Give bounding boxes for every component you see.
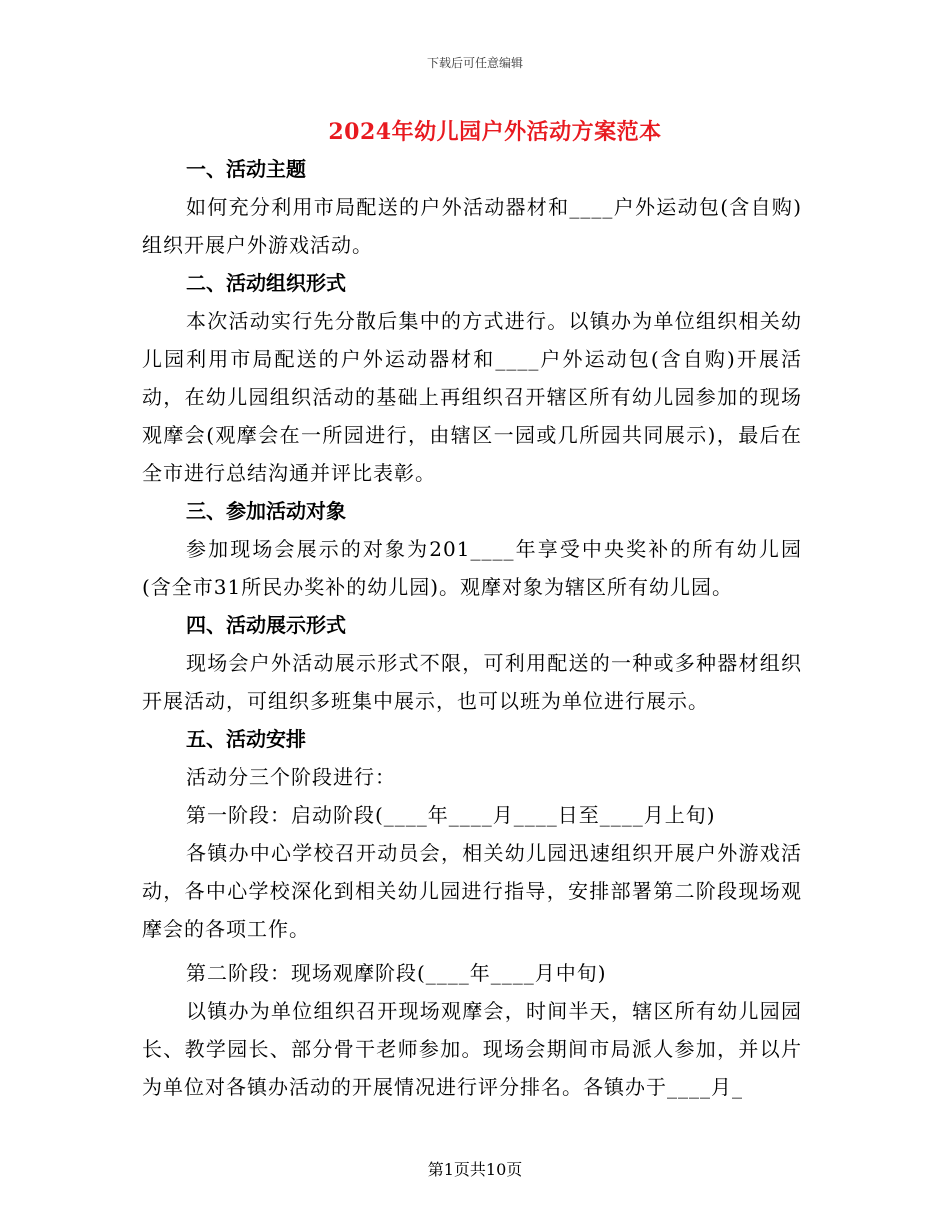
document-body <box>142 150 802 1106</box>
document-title: 2024年幼儿园户外活动方案范本 <box>328 119 662 145</box>
section-heading: 三、参加活动对象 <box>186 499 346 523</box>
section-2 <box>142 264 802 492</box>
section-5 <box>142 720 802 1106</box>
paragraph: 如何充分利用市局配送的户外活动器材和____户外运动包(含自购)组织开展户外游戏活动。 <box>142 195 802 257</box>
paragraph: 第二阶段：现场观摩阶段(____年____月中旬) <box>186 961 607 985</box>
paragraph: 各镇办中心学校召开动员会，相关幼儿园迅速组织开展户外游戏活动，各中心学校深化到相关幼儿园进行指导，安排部署第二阶段现场观摩会的各项工作。 <box>142 841 802 941</box>
paragraph: 第一阶段：启动阶段(____年____月____日至____月上旬) <box>186 803 716 827</box>
header-note: 下载后可任意编辑 <box>426 56 523 70</box>
paragraph: 本次活动实行先分散后集中的方式进行。以镇办为单位组织相关幼儿园利用市局配送的户外运动器材和____户外运动包(含自购)开展活动，在幼儿园组织活动的基础上再组织召开辖区所有幼儿园参加的现场观摩会(观摩会在一所园进行，由辖区一园或几所园共同展示)，最后在全市进行总结沟通并评比表彰。 <box>142 309 802 485</box>
paragraph: 活动分三个阶段进行： <box>186 765 396 789</box>
section-heading: 一、活动主题 <box>186 157 306 181</box>
page-number: 第1页共10页 <box>427 1160 523 1179</box>
paragraph: 参加现场会展示的对象为201____年享受中央奖补的所有幼儿园(含全市31所民办奖补的幼儿园)。观摩对象为辖区所有幼儿园。 <box>142 537 802 599</box>
section-3 <box>142 492 802 606</box>
section-1 <box>142 150 802 264</box>
section-heading: 四、活动展示形式 <box>186 613 346 637</box>
section-heading: 五、活动安排 <box>186 727 306 751</box>
section-heading: 二、活动组织形式 <box>186 271 346 295</box>
section-4 <box>142 606 802 720</box>
paragraph: 现场会户外活动展示形式不限，可利用配送的一种或多种器材组织开展活动，可组织多班集中展示，也可以班为单位进行展示。 <box>142 651 802 713</box>
paragraph: 以镇办为单位组织召开现场观摩会，时间半天，辖区所有幼儿园园长、教学园长、部分骨干老师参加。现场会期间市局派人参加，并以片为单位对各镇办活动的开展情况进行评分排名。各镇办于____月_ <box>142 999 802 1099</box>
